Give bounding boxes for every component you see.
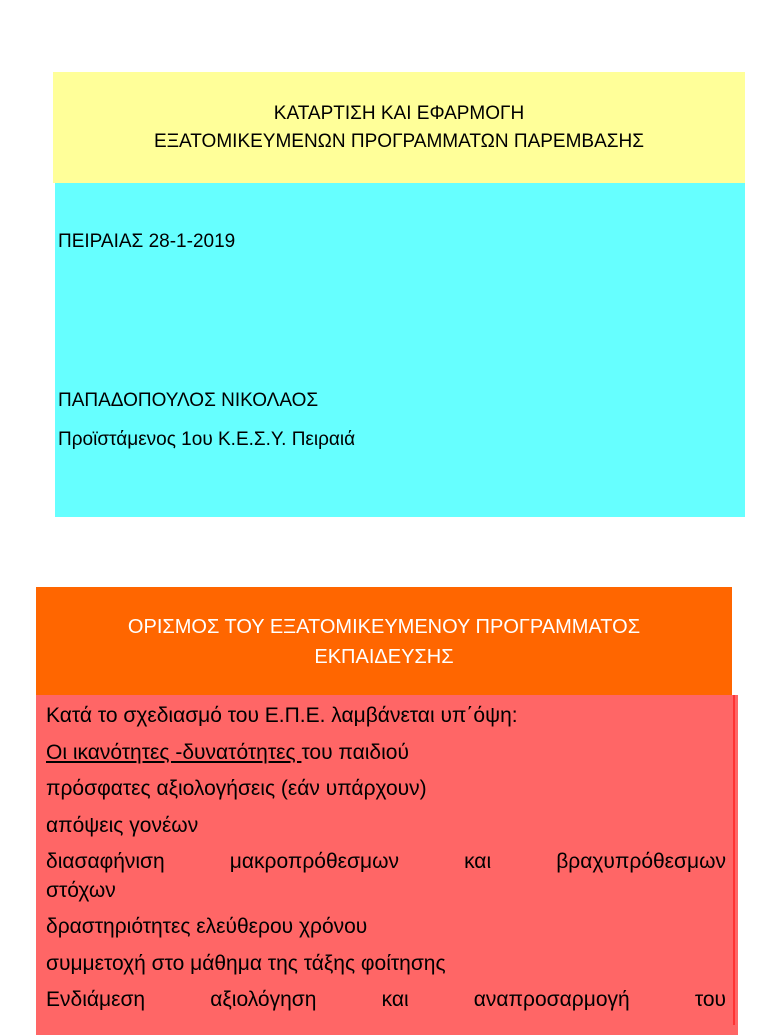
- slide2-title-line1: ΟΡΙΣΜΟΣ ΤΟΥ ΕΞΑΤΟΜΙΚΕΥΜΕΝΟΥ ΠΡΟΓΡΑΜΜΑΤΟΣ: [127, 615, 641, 638]
- list-item: Ενδιάμεση αξιολόγηση και αναπροσαρμογή του: [46, 988, 726, 1011]
- list-item: διασαφήνιση μακροπρόθεσμων και βραχυπρόθεσμων: [46, 850, 726, 873]
- author-name: ΠΑΠΑΔΟΠΟΥΛΟΣ ΝΙΚΟΛΑΟΣ: [58, 390, 319, 411]
- intro-line: Κατά το σχεδιασμό του Ε.Π.Ε. λαμβάνεται υπ΄όψη:: [46, 704, 518, 727]
- slide2-title-box: [36, 587, 732, 696]
- list-item-continuation: στόχων: [46, 878, 116, 902]
- list-item: συμμετοχή στο μάθημα της τάξης φοίτησης: [46, 951, 446, 975]
- slide1-title-line2: ΕΞΑΤΟΜΙΚΕΥΜΕΝΩΝ ΠΡΟΓΡΑΜΜΑΤΩΝ ΠΑΡΕΜΒΑΣΗΣ: [154, 130, 644, 152]
- slide2-edge: [733, 695, 735, 1025]
- slide1-title-line1: ΚΑΤΑΡΤΙΣΗ ΚΑΙ ΕΦΑΡΜΟΓΗ: [273, 102, 525, 124]
- slide2-title-line2: ΕΚΠΑΙΔΕΥΣΗΣ: [314, 645, 454, 668]
- slide2-body-box: [36, 695, 738, 1035]
- list-item-underlined: Οι ικανότητες -δυνατότητες: [46, 740, 302, 764]
- list-item-rest: του παιδιού: [301, 740, 409, 764]
- author-role: Προϊστάμενος 1ου Κ.Ε.Σ.Υ. Πειραιά: [58, 429, 356, 450]
- slide1-body-box: [55, 183, 745, 517]
- list-item: πρόσφατες αξιολογήσεις (εάν υπάρχουν): [46, 777, 427, 800]
- list-item: δραστηριότητες ελεύθερου χρόνου: [46, 915, 368, 938]
- place-date: ΠΕΙΡΑΙΑΣ 28-1-2019: [58, 231, 236, 252]
- slide1-title-box: [53, 72, 745, 183]
- list-item: απόψεις γονέων: [46, 813, 199, 837]
- list-item: [46, 735, 726, 772]
